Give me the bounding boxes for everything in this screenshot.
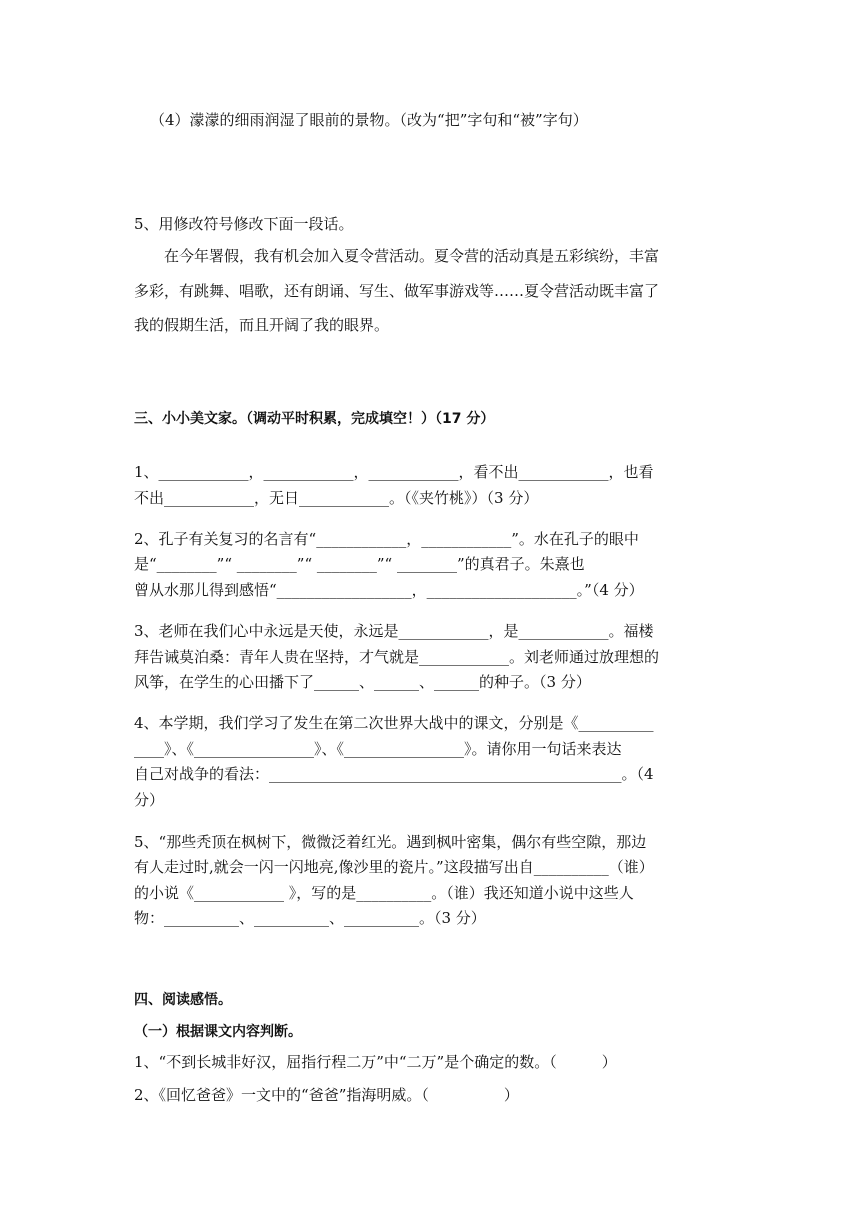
part2-paragraph-line: 在今年署假，我有机会加入夏令营活动。夏令营的活动真是五彩缤纷，丰富 — [164, 247, 660, 265]
part3-q4-line: ____》、《________________》、《________________》。请你用一句话来表达 — [134, 740, 622, 758]
section-3-heading: 三、小小美文家。（调动平时积累，完成填空！）（17 分） — [134, 411, 495, 427]
part2-question-4: （4）濛濛的细雨润湿了眼前的景物。（改为“把”字句和“被”字句） — [150, 111, 588, 129]
part2-paragraph-line: 多彩，有跳舞、唱歌，还有朗诵、写生、做军事游戏等……夏令营活动既丰富了 — [134, 282, 660, 300]
part2-paragraph-line: 我的假期生活，而且开阔了我的眼界。 — [134, 316, 390, 334]
part3-q3-line: 3、老师在我们心中永远是天使，永远是____________，是____________。福楼 — [134, 622, 654, 640]
part3-q4-line: 分） — [134, 791, 165, 809]
part3-q1-line: 不出____________，无日____________。（《夹竹桃》）（3 分） — [134, 489, 539, 507]
section-4-subheading: （一）根据课文内容判断。 — [134, 1024, 302, 1040]
part3-q4-line: 自己对战争的看法：_______________________________________________。（4 — [134, 765, 654, 783]
part3-q5-line: 5、“那些秃顶在枫树下，微微泛着红光。遇到枫叶密集，偶尔有些空隙，那边 — [134, 833, 647, 851]
part3-q4-line: 4、本学期，我们学习了发生在第二次世界大战中的课文，分别是《__________ — [134, 714, 654, 732]
part3-q3-line: 拜告诫莫泊桑：青年人贵在坚持，才气就是____________。刘老师通过放理想的 — [134, 648, 660, 666]
part4-judgement-1: 1、“不到长城非好汉，屈指行程二万”中“二万”是个确定的数。（ ） — [134, 1053, 617, 1071]
part4-judgement-2: 2、《回忆爸爸》一文中的“爸爸”指海明威。（ ） — [134, 1086, 519, 1104]
part3-q2-line: 曾从水那儿得到感悟“__________________，____________________。”（4 分） — [134, 581, 644, 599]
part3-q5-line: 有人走过时,就会一闪一闪地亮,像沙里的瓷片。”这段描写出自__________（谁） — [134, 858, 654, 876]
part2-question-5-title: 5、用修改符号修改下面一段话。 — [134, 215, 354, 233]
part3-q2-line: 2、孔子有关复习的名言有“____________，____________”。水在孔子的眼中 — [134, 530, 639, 548]
part3-q5-line: 的小说《____________ 》，写的是__________。（谁）我还知道小说中这些人 — [134, 884, 634, 902]
part3-q2-line: 是“________”“ ________”“ ________”“ ________”的真君子。朱熹也 — [134, 555, 585, 573]
part3-q1-line: 1、____________，____________，____________，看不出____________，也看 — [134, 463, 654, 481]
part3-q3-line: 风筝，在学生的心田播下了______、______、______的种子。（3 分） — [134, 673, 591, 691]
section-4-heading: 四、阅读感悟。 — [134, 992, 232, 1008]
part3-q5-line: 物：__________、__________、__________。（3 分） — [134, 909, 486, 927]
